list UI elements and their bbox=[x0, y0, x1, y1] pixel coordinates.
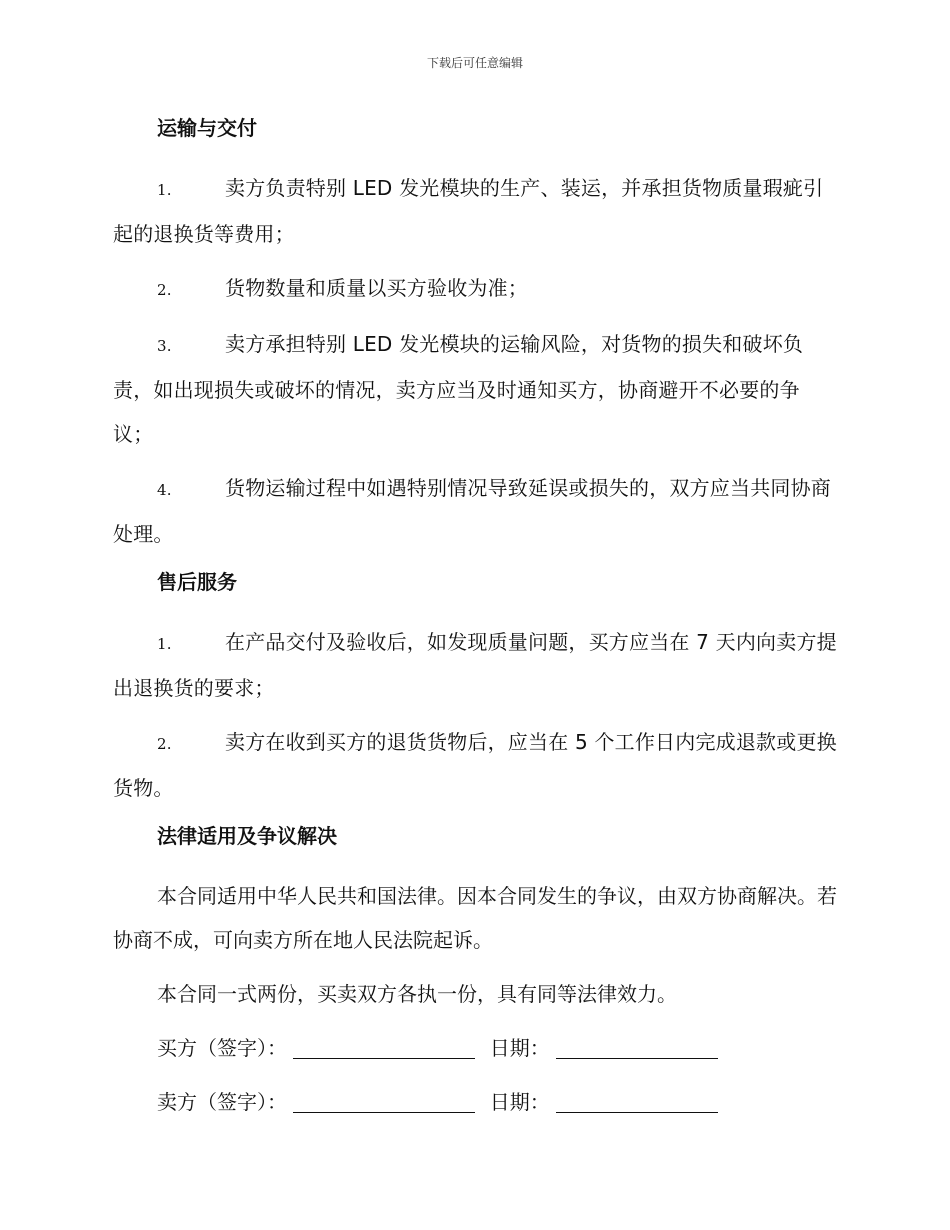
item-text: 在产品交付及验收后，如发现质量问题，买方应当在 7 天内向卖方提出退换货的要求； bbox=[113, 630, 837, 700]
seller-signature-line[interactable] bbox=[293, 1092, 475, 1113]
list-item bbox=[113, 466, 838, 556]
seller-signature-label: 卖方（签字）： bbox=[157, 1090, 287, 1114]
document-body bbox=[113, 112, 838, 1134]
item-number: 4. bbox=[157, 481, 172, 499]
date-label: 日期： bbox=[489, 1036, 550, 1060]
list-item bbox=[113, 322, 838, 456]
list-item bbox=[113, 620, 838, 710]
seller-date-line[interactable] bbox=[556, 1092, 718, 1113]
item-number: 2. bbox=[157, 281, 172, 299]
list-item bbox=[113, 266, 838, 312]
list-item bbox=[113, 720, 838, 810]
item-text: 卖方承担特别 LED 发光模块的运输风险，对货物的损失和破坏负责，如出现损失或破坏的情况，卖方应当及时通知买方，协商避开不必要的争议； bbox=[113, 332, 804, 446]
buyer-signature-row bbox=[157, 1026, 838, 1070]
header-note: 下载后可任意编辑 bbox=[426, 56, 523, 70]
section-title-after-sales: 售后服务 bbox=[157, 570, 237, 594]
item-text: 卖方负责特别 LED 发光模块的生产、装运，并承担货物质量瑕疵引起的退换货等费用； bbox=[113, 176, 824, 246]
paragraph: 本合同适用中华人民共和国法律。因本合同发生的争议，由双方协商解决。若协商不成，可向卖方所在地人民法院起诉。 bbox=[113, 884, 837, 952]
item-number: 2. bbox=[157, 735, 172, 753]
buyer-date-line[interactable] bbox=[556, 1038, 718, 1059]
buyer-signature-label: 买方（签字）： bbox=[157, 1036, 287, 1060]
item-number: 1. bbox=[157, 181, 172, 199]
item-text: 货物数量和质量以买方验收为准； bbox=[225, 276, 528, 300]
item-number: 3. bbox=[157, 337, 172, 355]
section-title-transport: 运输与交付 bbox=[157, 116, 257, 140]
buyer-signature-line[interactable] bbox=[293, 1038, 475, 1059]
item-text: 货物运输过程中如遇特别情况导致延误或损失的，双方应当共同协商处理。 bbox=[113, 476, 831, 546]
section-title-law: 法律适用及争议解决 bbox=[157, 824, 337, 848]
list-item bbox=[113, 166, 838, 256]
paragraph: 本合同一式两份，买卖双方各执一份，具有同等法律效力。 bbox=[157, 982, 677, 1006]
date-label: 日期： bbox=[489, 1090, 550, 1114]
item-number: 1. bbox=[157, 635, 172, 653]
item-text: 卖方在收到买方的退货货物后，应当在 5 个工作日内完成退款或更换货物。 bbox=[113, 730, 837, 800]
seller-signature-row bbox=[157, 1080, 838, 1124]
